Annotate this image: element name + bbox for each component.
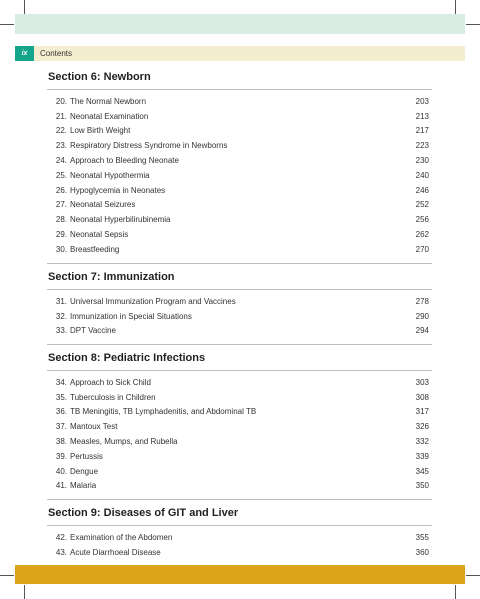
entry-title: Universal Immunization Program and Vaccines <box>70 296 236 306</box>
entry-num: 42. <box>55 532 67 542</box>
section-9 <box>47 504 432 560</box>
entry-page: 252 <box>415 200 429 210</box>
entry-title: The Normal Newborn <box>70 96 147 106</box>
entry-title: Measles, Mumps, and Rubella <box>70 437 178 447</box>
entry-page: 217 <box>415 126 429 136</box>
entry-num: 28. <box>55 215 67 225</box>
entry-list <box>47 94 432 257</box>
entry-title: Low Birth Weight <box>70 126 131 136</box>
crop-mark <box>466 575 480 576</box>
entry-num: 41. <box>55 481 67 491</box>
entry-page: 223 <box>415 141 429 151</box>
toc-entry <box>47 449 432 464</box>
running-header-label: Contents <box>40 49 73 58</box>
crop-mark <box>0 575 14 576</box>
entry-page: 256 <box>415 215 429 225</box>
entry-num: 22. <box>55 126 67 136</box>
toc-entry <box>47 464 432 479</box>
entry-page: 240 <box>415 170 429 180</box>
entry-num: 32. <box>55 311 67 321</box>
top-color-band <box>15 14 465 34</box>
entry-page: 213 <box>415 111 429 121</box>
toc-entry <box>47 212 432 227</box>
entry-list <box>47 294 432 338</box>
entry-num: 20. <box>55 96 67 106</box>
entry-title: Hypoglycemia in Neonates <box>70 185 166 195</box>
entry-title: DPT Vaccine <box>70 326 116 336</box>
section-rule <box>47 289 432 290</box>
entry-title: Approach to Bleeding Neonate <box>70 156 179 166</box>
entry-page: 270 <box>415 244 429 254</box>
entry-title: Examination of the Abdomen <box>70 532 173 542</box>
entry-title: Acute Diarrhoeal Disease <box>70 547 161 557</box>
section-rule <box>47 525 432 526</box>
entry-num: 34. <box>55 377 67 387</box>
section-title: Section 7: Immunization <box>48 271 175 283</box>
entry-page: 308 <box>415 392 429 402</box>
crop-mark <box>466 24 480 25</box>
entry-list <box>47 375 432 493</box>
entry-list <box>47 530 432 560</box>
entry-num: 39. <box>55 451 67 461</box>
section-rule <box>47 370 432 371</box>
running-header-bar <box>34 46 465 61</box>
entry-num: 24. <box>55 156 67 166</box>
crop-mark <box>0 24 14 25</box>
toc-entry <box>47 94 432 109</box>
entry-page: 203 <box>415 96 429 106</box>
entry-title: Neonatal Seizures <box>70 200 136 210</box>
section-title: Section 6: Newborn <box>48 71 151 83</box>
bottom-color-band <box>15 565 465 584</box>
toc-entry <box>47 227 432 242</box>
entry-num: 21. <box>55 111 67 121</box>
entry-num: 40. <box>55 466 67 476</box>
entry-num: 36. <box>55 407 67 417</box>
entry-title: Approach to Sick Child <box>70 377 151 387</box>
entry-num: 37. <box>55 422 67 432</box>
toc-entry <box>47 109 432 124</box>
toc-entry <box>47 294 432 309</box>
toc-entry <box>47 242 432 257</box>
toc-entry <box>47 390 432 405</box>
entry-title: TB Meningitis, TB Lymphadenitis, and Abdominal TB <box>70 407 257 417</box>
entry-page: 262 <box>415 230 429 240</box>
entry-page: 230 <box>415 156 429 166</box>
toc-entry <box>47 545 432 560</box>
section-7 <box>47 268 432 345</box>
entry-title: Malaria <box>70 481 97 491</box>
entry-page: 332 <box>415 437 429 447</box>
section-6 <box>47 68 432 264</box>
toc-entry <box>47 434 432 449</box>
entry-title: Immunization in Special Situations <box>70 311 192 321</box>
crop-mark <box>24 585 25 599</box>
entry-title: Neonatal Hyperbilirubinemia <box>70 215 171 225</box>
entry-num: 27. <box>55 200 67 210</box>
entry-title: Pertussis <box>70 451 103 461</box>
entry-title: Neonatal Hypothermia <box>70 170 150 180</box>
entry-page: 360 <box>415 547 429 557</box>
entry-page: 278 <box>415 296 429 306</box>
entry-num: 25. <box>55 170 67 180</box>
entry-page: 246 <box>415 185 429 195</box>
entry-page: 290 <box>415 311 429 321</box>
entry-title: Breastfeeding <box>70 244 120 254</box>
toc-entry <box>47 419 432 434</box>
entry-num: 38. <box>55 437 67 447</box>
toc-entry <box>47 124 432 139</box>
entry-title: Neonatal Sepsis <box>70 230 129 240</box>
entry-title: Mantoux Test <box>70 422 118 432</box>
toc-entry <box>47 153 432 168</box>
entry-num: 35. <box>55 392 67 402</box>
entry-title: Respiratory Distress Syndrome in Newborns <box>70 141 228 151</box>
entry-page: 326 <box>415 422 429 432</box>
section-title: Section 9: Diseases of GIT and Liver <box>48 507 239 519</box>
toc-entry <box>47 183 432 198</box>
toc-entry <box>47 405 432 420</box>
entry-num: 26. <box>55 185 67 195</box>
entry-num: 23. <box>55 141 67 151</box>
section-8 <box>47 349 432 500</box>
entry-num: 29. <box>55 230 67 240</box>
toc-entry <box>47 198 432 213</box>
entry-page: 294 <box>415 326 429 336</box>
section-end-rule <box>47 499 432 500</box>
entry-page: 350 <box>415 481 429 491</box>
toc-entry <box>47 168 432 183</box>
entry-title: Dengue <box>70 466 99 476</box>
entry-num: 33. <box>55 326 67 336</box>
entry-num: 43. <box>55 547 67 557</box>
section-end-rule <box>47 344 432 345</box>
entry-page: 345 <box>415 466 429 476</box>
entry-title: Tuberculosis in Children <box>70 392 156 402</box>
entry-page: 303 <box>415 377 429 387</box>
section-rule <box>47 89 432 90</box>
toc-entry <box>47 530 432 545</box>
section-title: Section 8: Pediatric Infections <box>48 352 206 364</box>
crop-mark <box>455 0 456 14</box>
crop-mark <box>455 585 456 599</box>
toc-entry <box>47 309 432 324</box>
entry-page: 317 <box>415 407 429 417</box>
crop-mark <box>24 0 25 14</box>
entry-title: Neonatal Examination <box>70 111 149 121</box>
toc-entry <box>47 479 432 494</box>
entry-page: 355 <box>415 532 429 542</box>
page-number: ix <box>15 46 34 61</box>
toc-entry <box>47 138 432 153</box>
toc-entry <box>47 375 432 390</box>
section-end-rule <box>47 263 432 264</box>
entry-num: 31. <box>55 296 67 306</box>
entry-num: 30. <box>55 244 67 254</box>
entry-page: 339 <box>415 451 429 461</box>
toc-entry <box>47 324 432 339</box>
